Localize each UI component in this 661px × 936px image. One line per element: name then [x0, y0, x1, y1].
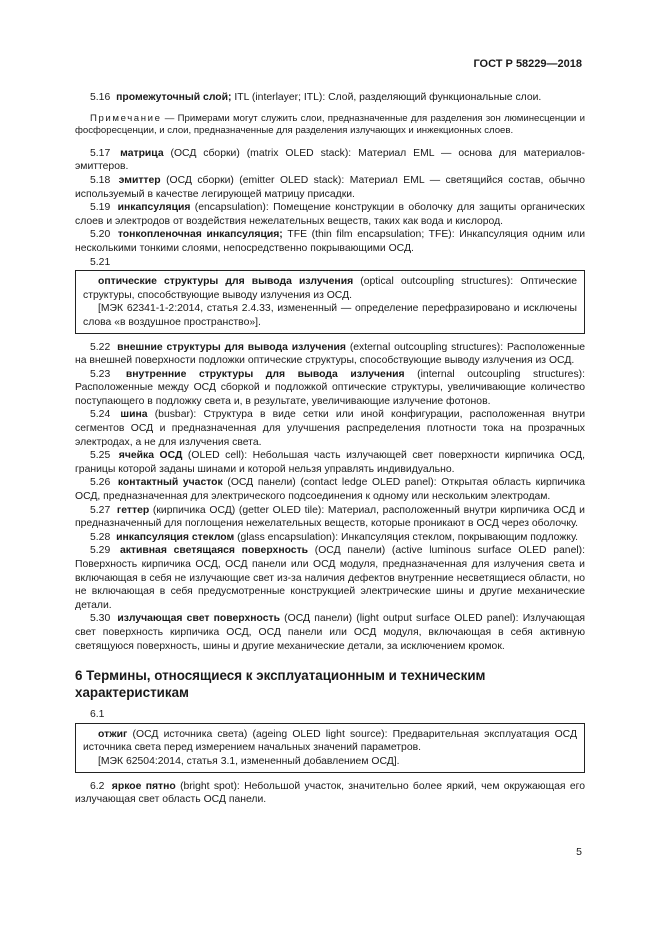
term: излучающая свет поверхность: [117, 613, 280, 625]
term: геттер: [116, 504, 150, 516]
section-6-heading: 6 Термины, относящиеся к эксплуатационным и техническим характеристикам: [75, 668, 486, 701]
term-entry-5-30: 5.30 излучающая свет поверхность (ОСД панели) (light output surface OLED panel): Излучающая свет поверхность кирпичика ОСД, ОСД панели или ОСД модуля, включающая в себя активную светящуюся поверхность, шины и другие механические детали, за исключением кромок.: [75, 613, 586, 652]
document-body: [75, 91, 585, 807]
term-box-5-21: оптические структуры для вывода излучения (optical outcoupling structures): Оптические структуры, способствующие выводу излучения из ОСД. [МЭК 62341-1-2:2014, статья 2.4.33, измененный — определение перефразировано и исключены слова «в воздушное пространство»].: [75, 270, 585, 333]
term-box-6-1: отжиг (ОСД источника света) (ageing OLED light source): Предварительная эксплуатация ОСД источника света перед измерением начальных значений параметров. [МЭК 62504:2014, статья 3.1, измененный добавлением ОСД].: [75, 723, 585, 773]
term: инкапсуляция: [117, 202, 191, 214]
term: промежуточный слой;: [116, 92, 232, 103]
term: оптические структуры для вывода излучения: [98, 276, 354, 288]
document-header: ГОСТ Р 58229—2018: [473, 58, 582, 70]
term-entry-5-21-number: 5.21: [90, 256, 111, 268]
term-entry-5-29: 5.29 активная светящаяся поверхность (ОСД панели) (active luminous surface OLED panel): Поверхность кирпичика ОСД, ОСД панели или ОСД модуля, предназначенная для излучения света и включающая в себя не излучающие свет из-за наличия дефектов внутренние несветящиеся области, но не включающая в себя предусмотренные конструкцией электрические шины и другие механические детали.: [75, 545, 586, 611]
term: инкапсуляция стеклом: [116, 531, 235, 543]
term: контактный участок: [117, 477, 223, 489]
term-entry-5-28: 5.28 инкапсуляция стеклом (glass encapsulation): Инкапсуляция стеклом, покрывающим подложку.: [90, 531, 578, 543]
source-reference: [МЭК 62341-1-2:2014, статья 2.4.33, измененный — определение перефразировано и исключены слова «в воздушное пространство»].: [83, 303, 577, 328]
term-entry-5-26: 5.26 контактный участок (ОСД панели) (contact ledge OLED panel): Открытая область кирпичика ОСД, предназначенная для электрического подсоединения к одному или нескольким электродам.: [75, 477, 585, 503]
source-reference: [МЭК 62504:2014, статья 3.1, измененный добавлением ОСД].: [98, 755, 400, 767]
page-number: 5: [576, 846, 582, 858]
term: активная светящаяся поверхность: [119, 545, 309, 557]
term-entry-5-24: 5.24 шина (busbar): Структура в виде сетки или иной конфигурации, расположенная внутри сегментов ОСД и предназначенная для улучшения распределения плотности тока на прозрачных электродах, а не для излучения света.: [75, 409, 586, 448]
term: отжиг: [98, 728, 128, 740]
term-entry-6-2: 6.2 яркое пятно (bright spot): Небольшой участок, значительно более яркий, чем окружающая его излучающая свет область ОСД панели.: [75, 780, 585, 806]
term-entry-5-16: 5.16 промежуточный слой; ITL (interlayer; ITL): Слой, разделяющий функциональные слои.: [90, 92, 542, 103]
term: внутренние структуры для вывода излучения: [125, 368, 405, 380]
term-entry-5-18: 5.18 эмиттер (ОСД сборки) (emitter OLED stack): Материал EML — светящийся состав, обычно используемый в качестве легирующей матрицу присадки.: [75, 174, 585, 200]
term-entry-5-27: 5.27 геттер (кирпичика ОСД) (getter OLED tile): Материал, расположенный внутри кирпичика ОСД и предназначенный для поглощения нежелательных веществ, которые проникают в ОСД через оболочку.: [75, 504, 585, 530]
term-entry-5-23: 5.23 внутренние структуры для вывода излучения (internal outcoupling structures): Расположенные между ОСД сборкой и подложкой оптические структуры, увеличивающие количество поступающего в подложку света и, в результате, увеличивающие излучение фотонов.: [75, 368, 585, 407]
term: матрица: [120, 147, 164, 159]
term-entry-5-22: 5.22 внешние структуры для вывода излучения (external outcoupling structures): Расположенные на внешней поверхности подложки оптические структуры, способствующие выводу излучения из ОСД.: [75, 341, 585, 367]
term-entry-5-17: 5.17 матрица (ОСД сборки) (matrix OLED stack): Материал EML — основа для материалов-эмиттеров.: [75, 147, 585, 173]
term: внешние структуры для вывода излучения: [117, 341, 346, 353]
term: ячейка ОСД: [118, 450, 183, 462]
note-label: Примечание: [90, 112, 162, 124]
term-entry-6-1-number: 6.1: [90, 709, 105, 721]
note: Примечание — Примерами могут служить слои, предназначенные для разделения зон люминесценции и фосфоресценции, и слои, предназначенные для разделения излучающих и инжекционных слоев.: [75, 112, 585, 137]
term-entry-5-19: 5.19 инкапсуляция (encapsulation): Помещение конструкции в оболочку для защиты органических слоев и электродов от воздействия нежелательных веществ, таких как вода и кислород.: [75, 202, 585, 227]
term-entry-5-25: 5.25 ячейка ОСД (OLED cell): Небольшая часть излучающей свет поверхности кирпичика ОСД, границы которой заданы шинами и которой нельзя управлять индивидуально.: [75, 450, 586, 475]
term-entry-5-20: 5.20 тонкопленочная инкапсуляция; TFE (thin film encapsulation; TFE): Инкапсуляция одним или несколькими тонкими слоями, непосредственно покрывающими ОСД.: [75, 229, 585, 254]
term: эмиттер: [118, 174, 161, 186]
term: тонкопленочная инкапсуляция;: [117, 229, 283, 241]
term: шина: [120, 409, 148, 421]
term: яркое пятно: [111, 780, 176, 792]
